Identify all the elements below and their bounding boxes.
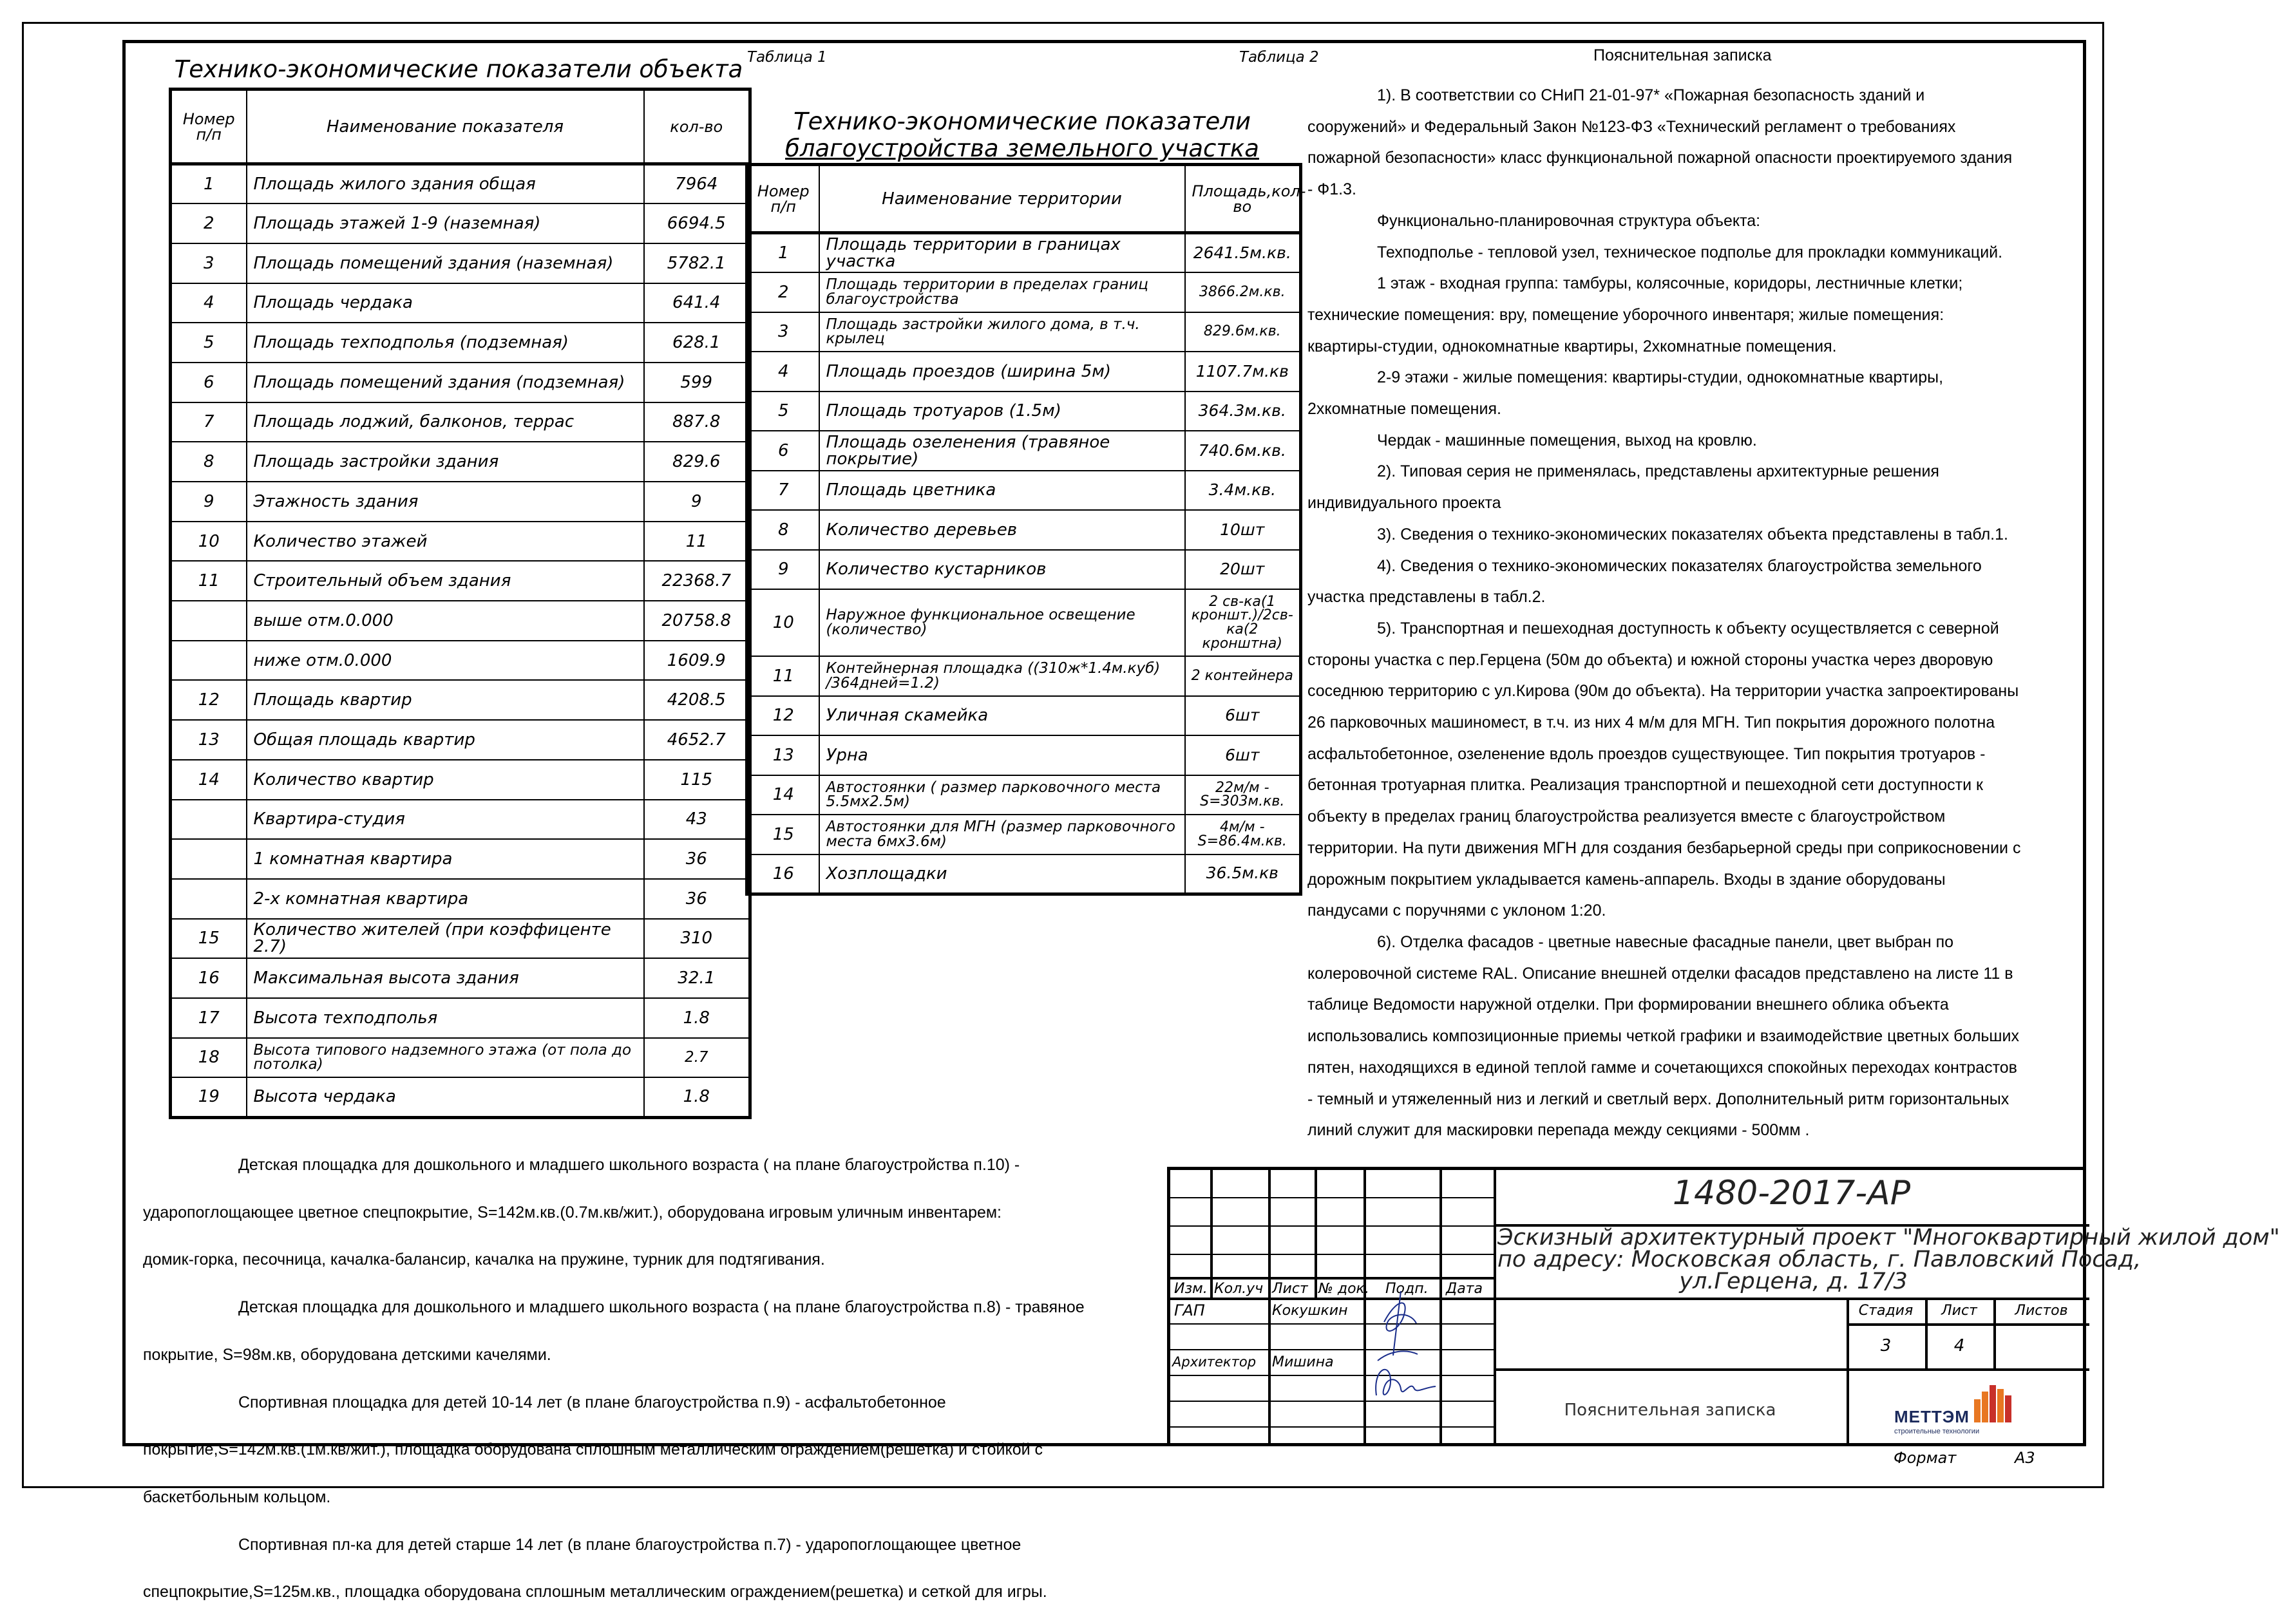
table-row: [747, 233, 1301, 273]
stage-label: Стадия: [1858, 1303, 1914, 1319]
row-number-cell: 13: [171, 720, 247, 760]
note-line: пожарной безопасности» класс функциональной пожарной опасности проектируемого здания: [1307, 149, 2013, 167]
row-number-cell: 9: [747, 550, 819, 590]
row-name-cell: Максимальная высота здания: [247, 958, 644, 998]
row-name-cell: Этажность здания: [247, 482, 644, 522]
table-row: [171, 720, 750, 760]
table-row: [171, 442, 750, 482]
row-value-cell: 10шт: [1185, 510, 1301, 550]
row-value-cell: 2 контейнера: [1185, 656, 1301, 696]
row-number-cell: 3: [747, 312, 819, 352]
logo-text: МЕТТЭМ: [1894, 1407, 1970, 1426]
note-line: территории. На пути движения МГН для создания безбарьерной среды при соприкосновении с: [1307, 838, 2021, 857]
table-row: [747, 815, 1301, 854]
note-line: соседнюю территорию с ул.Кирова (90м до объекта). На территории участка запроектированы: [1307, 682, 2019, 701]
note-line: технические помещения: вру, помещение уборочного инвентаря; жилые помещения:: [1307, 305, 1944, 324]
playground-notes-text: [143, 1133, 1167, 1624]
row-value-cell: 2 св-ка(1 кроншт.)/2св-ка(2 кронштна): [1185, 589, 1301, 656]
table-header-cell: Номер п/п: [747, 165, 819, 233]
table1: [169, 88, 752, 1119]
row-name-cell: Количество деревьев: [819, 510, 1185, 550]
row-value-cell: 599: [644, 363, 750, 402]
row-value-cell: 2641.5м.кв.: [1185, 233, 1301, 273]
row-name-cell: Площадь жилого здания общая: [247, 164, 644, 204]
note-line: 26 парковочных машиномест, в т.ч. из них 4 м/м для МГН. Тип покрытия дорожного полотна: [1307, 713, 1995, 732]
row-number-cell: [171, 839, 247, 879]
row-value-cell: 1107.7м.кв: [1185, 352, 1301, 392]
project-title-line3: ул.Герцена, д. 17/3: [1679, 1269, 1908, 1294]
row-number-cell: 7: [747, 471, 819, 511]
sheet-value: 4: [1953, 1336, 1965, 1355]
row-number-cell: 12: [747, 696, 819, 736]
row-number-cell: 1: [171, 164, 247, 204]
note-line: линий служит для маскировки перепада между секциями - 500мм .: [1307, 1121, 1810, 1140]
row-name-cell: Количество квартир: [247, 760, 644, 800]
table-row: [747, 735, 1301, 775]
row-name-cell: выше отм.0.000: [247, 601, 644, 641]
table1-title: Технико-экономические показатели объекта: [174, 55, 743, 83]
row-name-cell: Урна: [819, 735, 1185, 775]
row-value-cell: 364.3м.кв.: [1185, 392, 1301, 431]
table-row: [747, 696, 1301, 736]
row-name-cell: Площадь территории в границах участка: [819, 233, 1185, 273]
note-line: 4). Сведения о технико-экономических показателях благоустройства земельного: [1377, 556, 1982, 575]
row-value-cell: 740.6м.кв.: [1185, 431, 1301, 471]
row-name-cell: Высота техподполья: [247, 998, 644, 1038]
table2: [745, 163, 1306, 896]
table-row: [171, 919, 750, 959]
stamp-header-izm: Изм.: [1174, 1281, 1208, 1297]
table-row: [747, 431, 1301, 471]
stamp-role-architect: Архитектор: [1172, 1354, 1257, 1370]
table-row: [171, 1077, 750, 1117]
table-header-cell: Номер п/п: [171, 90, 247, 164]
row-number-cell: 15: [747, 815, 819, 854]
stamp-header-data: Дата: [1446, 1281, 1483, 1297]
row-value-cell: 4652.7: [644, 720, 750, 760]
table-row: [171, 839, 750, 879]
doc-code: 1480-2017-АР: [1672, 1174, 1911, 1213]
sheets-label: Листов: [2015, 1303, 2068, 1319]
table-header-cell: Наименование показателя: [247, 90, 644, 164]
row-number-cell: 4: [171, 283, 247, 323]
note-line: Спортивная площадка для детей 10-14 лет (в плане благоустройства п.9) - асфальтобетонное: [238, 1393, 946, 1412]
title-block: [1167, 1167, 2280, 1446]
table2-caption: Таблица 2: [1239, 49, 1319, 66]
note-line: 2хкомнатные помещения.: [1307, 400, 1501, 419]
note-line: - темный и утяжеленный низ и легкий и светлый верх. Дополнительный ритм горизонтальных: [1307, 1090, 2009, 1108]
row-number-cell: 1: [747, 233, 819, 273]
table-row: [747, 656, 1301, 696]
table-row: [171, 958, 750, 998]
row-number-cell: 16: [747, 854, 819, 894]
row-number-cell: 16: [171, 958, 247, 998]
row-value-cell: 20шт: [1185, 550, 1301, 590]
row-number-cell: 7: [171, 402, 247, 442]
row-name-cell: Площадь техподполья (подземная): [247, 323, 644, 363]
stamp-name-gap: Кокушкин: [1272, 1303, 1348, 1319]
row-number-cell: 11: [171, 561, 247, 601]
project-title-line2: по адресу: Московская область, г. Павловский Посад,: [1497, 1247, 2142, 1272]
row-number-cell: 12: [171, 680, 247, 720]
row-name-cell: Наружное функциональное освещение (количество): [819, 589, 1185, 656]
row-name-cell: Хозплощадки: [819, 854, 1185, 894]
table-row: [171, 323, 750, 363]
note-line: 2-9 этажи - жилые помещения: квартиры-студии, однокомнатные квартиры,: [1377, 368, 1944, 387]
table-row: [171, 561, 750, 601]
row-name-cell: 2-х комнатная квартира: [247, 879, 644, 919]
row-name-cell: Площадь помещений здания (подземная): [247, 363, 644, 402]
note-line: ударопоглощающее цветное спецпокрытие, S=142м.кв.(0.7м.кв/жит.), оборудована игровым уличным инвентарем:: [143, 1203, 1002, 1222]
note-line: индивидуального проекта: [1307, 494, 1501, 513]
row-number-cell: 5: [747, 392, 819, 431]
row-value-cell: 7964: [644, 164, 750, 204]
table-row: [171, 680, 750, 720]
note-line: баскетбольным кольцом.: [143, 1487, 331, 1506]
table-row: [171, 1038, 750, 1078]
format-value: А3: [2015, 1449, 2035, 1467]
format-label: Формат: [1894, 1449, 1957, 1467]
row-value-cell: 829.6: [644, 442, 750, 482]
row-number-cell: 9: [171, 482, 247, 522]
note-line: колеровочной системе RAL. Описание внешней отделки фасадов представлено на листе 11 в: [1307, 964, 2013, 983]
row-name-cell: Уличная скамейка: [819, 696, 1185, 736]
row-name-cell: Контейнерная площадка ((310ж*1.4м.куб) /364дней=1.2): [819, 656, 1185, 696]
sheet-label: Лист: [1941, 1303, 1977, 1319]
note-line: Спортивная пл-ка для детей старше 14 лет (в плане благоустройства п.7) - ударопоглощающее цветное: [238, 1535, 1021, 1554]
table-row: [747, 272, 1301, 312]
row-number-cell: 5: [171, 323, 247, 363]
note-line: 2). Типовая серия не применялась, представлены архитектурные решения: [1377, 462, 1939, 481]
stamp-header-list: Лист: [1272, 1281, 1308, 1297]
row-value-cell: 22368.7: [644, 561, 750, 601]
note-line: пандусами с поручнями с уклоном 1:20.: [1307, 902, 1606, 920]
row-number-cell: [171, 641, 247, 681]
note-line: квартиры-студии, однокомнатные квартиры, 2хкомнатные помещения.: [1307, 337, 1837, 355]
row-number-cell: [171, 601, 247, 641]
row-number-cell: 6: [747, 431, 819, 471]
stamp-header-doc: № док.: [1318, 1281, 1369, 1297]
table-row: [747, 775, 1301, 815]
row-name-cell: Площадь тротуаров (1.5м): [819, 392, 1185, 431]
explanatory-note-title: Пояснительная записка: [1593, 46, 1772, 64]
row-value-cell: 20758.8: [644, 601, 750, 641]
row-value-cell: 36.5м.кв: [1185, 854, 1301, 894]
note-line: пятен, находящихся в единой теплой гамме и сочетающихся спокойных переходах контрастов: [1307, 1058, 2017, 1077]
row-value-cell: 36: [644, 879, 750, 919]
row-number-cell: 14: [747, 775, 819, 815]
table-row: [747, 510, 1301, 550]
note-line: 5). Транспортная и пешеходная доступность к объекту осуществляется с северной: [1377, 619, 1999, 637]
row-number-cell: 6: [171, 363, 247, 402]
stage-value: 3: [1880, 1336, 1892, 1355]
project-title: [1497, 1225, 2280, 1294]
table-row: [747, 550, 1301, 590]
row-number-cell: 2: [747, 272, 819, 312]
row-number-cell: 19: [171, 1077, 247, 1117]
table1-caption: Таблица 1: [747, 49, 827, 66]
note-line: асфальтобетонное, озеленение вдоль проездов существующее. Тип покрытия тротуаров -: [1307, 744, 1986, 763]
row-number-cell: 3: [171, 243, 247, 283]
table-row: [747, 589, 1301, 656]
row-name-cell: Квартира-студия: [247, 800, 644, 840]
note-line: сооружений» и Федеральный Закон №123-ФЗ «Технический регламент о требованиях: [1307, 117, 1956, 136]
row-number-cell: 18: [171, 1038, 247, 1078]
row-number-cell: 15: [171, 919, 247, 959]
note-line: дорожным покрытием укладывается камень-аппарель. Входы в здание оборудованы: [1307, 870, 1946, 889]
row-value-cell: 6шт: [1185, 735, 1301, 775]
note-line: стороны участка с пер.Герцена (50м до объекта) и южной стороны участка через дворовую: [1307, 650, 1993, 669]
row-name-cell: Площадь застройки жилого дома, в т.ч. крылец: [819, 312, 1185, 352]
stamp-header-kol-uch: Кол.уч: [1214, 1281, 1264, 1297]
note-line: Чердак - машинные помещения, выход на кровлю.: [1377, 431, 1757, 449]
note-line: 1 этаж - входная группа: тамбуры, колясочные, коридоры, лестничные клетки;: [1377, 274, 1963, 293]
row-name-cell: Площадь чердака: [247, 283, 644, 323]
row-name-cell: Автостоянки для МГН (размер парковочного места 6мх3.6м): [819, 815, 1185, 854]
note-line: Техподполье - тепловой узел, техническое подполье для прокладки коммуникаций.: [1377, 243, 2003, 261]
row-value-cell: 22м/м - S=303м.кв.: [1185, 775, 1301, 815]
row-value-cell: 628.1: [644, 323, 750, 363]
table-row: [171, 760, 750, 800]
row-value-cell: 32.1: [644, 958, 750, 998]
project-title-line1: Эскизный архитектурный проект "Многоквартирный жилой дом": [1497, 1225, 2280, 1251]
row-value-cell: 1.8: [644, 998, 750, 1038]
table-row: [171, 482, 750, 522]
note-line: - Ф1.3.: [1307, 180, 1356, 199]
note-line: покрытие, S=98м.кв, оборудована детскими качелями.: [143, 1345, 551, 1364]
table-row: [747, 471, 1301, 511]
row-value-cell: 43: [644, 800, 750, 840]
table2-title-line2: благоустройства земельного участка: [785, 135, 1259, 162]
table-header-cell: Наименование территории: [819, 165, 1185, 233]
note-line: спецпокрытие,S=125м.кв., площадка оборудована сплошным металлическим ограждением(решетка) и сеткой для игры.: [143, 1583, 1047, 1601]
row-value-cell: 1609.9: [644, 641, 750, 681]
row-value-cell: 310: [644, 919, 750, 959]
row-name-cell: Площадь лоджий, балконов, террас: [247, 402, 644, 442]
note-line: Детская площадка для дошкольного и младшего школьного возраста ( на плане благоустройства п.8) - травяное: [238, 1298, 1085, 1317]
row-name-cell: Высота типового надземного этажа (от пола до потолка): [247, 1038, 644, 1078]
row-value-cell: 1.8: [644, 1077, 750, 1117]
note-line: использовались композиционные приемы четкой графики и взаимодействие цветных больших: [1307, 1027, 2019, 1046]
table-row: [171, 243, 750, 283]
note-line: объекту в пределах границ благоустройства реализуется вместе с благоустройством: [1307, 807, 1946, 826]
row-number-cell: 14: [171, 760, 247, 800]
table-row: [171, 601, 750, 641]
row-name-cell: Площадь цветника: [819, 471, 1185, 511]
row-value-cell: 9: [644, 482, 750, 522]
row-name-cell: Количество этажей: [247, 522, 644, 562]
row-name-cell: Высота чердака: [247, 1077, 644, 1117]
row-number-cell: 2: [171, 203, 247, 243]
row-name-cell: Строительный объем здания: [247, 561, 644, 601]
logo-subtext: строительные технологии: [1894, 1428, 1980, 1435]
table-header-row: [171, 90, 750, 164]
row-value-cell: 3.4м.кв.: [1185, 471, 1301, 511]
row-number-cell: 4: [747, 352, 819, 392]
row-name-cell: Количество кустарников: [819, 550, 1185, 590]
table-row: [171, 363, 750, 402]
row-number-cell: 13: [747, 735, 819, 775]
row-number-cell: [171, 879, 247, 919]
row-name-cell: Автостоянки ( размер парковочного места 5.5мх2.5м): [819, 775, 1185, 815]
row-number-cell: 10: [747, 589, 819, 656]
table-row: [747, 352, 1301, 392]
row-name-cell: Площадь помещений здания (наземная): [247, 243, 644, 283]
table-row: [747, 854, 1301, 894]
stamp-role-gap: ГАП: [1174, 1301, 1205, 1319]
row-value-cell: 641.4: [644, 283, 750, 323]
row-number-cell: 17: [171, 998, 247, 1038]
row-value-cell: 115: [644, 760, 750, 800]
row-value-cell: 887.8: [644, 402, 750, 442]
table-header-cell: Площадь,кол-во: [1185, 165, 1301, 233]
table-row: [171, 522, 750, 562]
row-name-cell: ниже отм.0.000: [247, 641, 644, 681]
row-value-cell: 4м/м - S=86.4м.кв.: [1185, 815, 1301, 854]
note-line: Функционально-планировочная структура объекта:: [1377, 211, 1761, 230]
row-value-cell: 5782.1: [644, 243, 750, 283]
note-line: 6). Отделка фасадов - цветные навесные фасадные панели, цвет выбран по: [1377, 932, 1954, 951]
row-number-cell: [171, 800, 247, 840]
table-header-cell: кол-во: [644, 90, 750, 164]
row-name-cell: Площадь квартир: [247, 680, 644, 720]
signature-icon: [1365, 1285, 1439, 1407]
table-header-row: [747, 165, 1301, 233]
row-name-cell: Площадь проездов (ширина 5м): [819, 352, 1185, 392]
row-number-cell: 8: [171, 442, 247, 482]
row-name-cell: Площадь этажей 1-9 (наземная): [247, 203, 644, 243]
row-name-cell: Общая площадь квартир: [247, 720, 644, 760]
table-row: [171, 164, 750, 204]
row-name-cell: Площадь территории в пределах границ благоустройства: [819, 272, 1185, 312]
table-row: [171, 800, 750, 840]
row-name-cell: Площадь застройки здания: [247, 442, 644, 482]
row-value-cell: 6694.5: [644, 203, 750, 243]
row-name-cell: Количество жителей (при коэффиценте 2.7): [247, 919, 644, 959]
note-line: участка представлены в табл.2.: [1307, 588, 1546, 607]
row-number-cell: 8: [747, 510, 819, 550]
row-name-cell: Площадь озеленения (травяное покрытие): [819, 431, 1185, 471]
note-line: бетонная тротуарная плитка. Реализация транспортной и пешеходной сети доступности к: [1307, 776, 1983, 795]
table-row: [171, 402, 750, 442]
sheet-title: Пояснительная записка: [1564, 1401, 1776, 1420]
company-logo: [1894, 1380, 2042, 1444]
table-row: [747, 392, 1301, 431]
note-line: Детская площадка для дошкольного и младшего школьного возраста ( на плане благоустройства п.10) -: [238, 1156, 1020, 1174]
logo-bars-icon: [1973, 1380, 2018, 1422]
table-row: [171, 998, 750, 1038]
row-value-cell: 829.6м.кв.: [1185, 312, 1301, 352]
row-value-cell: 36: [644, 839, 750, 879]
row-name-cell: 1 комнатная квартира: [247, 839, 644, 879]
table-row: [747, 312, 1301, 352]
table-row: [171, 641, 750, 681]
row-value-cell: 6шт: [1185, 696, 1301, 736]
note-line: 3). Сведения о технико-экономических показателях объекта представлены в табл.1.: [1377, 525, 2008, 543]
row-value-cell: 2.7: [644, 1038, 750, 1078]
table-row: [171, 203, 750, 243]
stamp-header-podp: Подп.: [1385, 1281, 1429, 1297]
row-value-cell: 11: [644, 522, 750, 562]
table2-title-line1: Технико-экономические показатели: [793, 108, 1251, 135]
row-number-cell: 11: [747, 656, 819, 696]
row-value-cell: 3866.2м.кв.: [1185, 272, 1301, 312]
explanatory-note-text: [1307, 80, 2080, 1146]
row-number-cell: 10: [171, 522, 247, 562]
note-line: домик-горка, песочница, качалка-балансир, качалка на пружине, турник для подтягивания.: [143, 1251, 825, 1269]
table2-title: [745, 108, 1299, 162]
note-line: покрытие,S=142м.кв.(1м.кв/жит.), площадка оборудована сплошным металлическим ограждением(решетка) и стойкой с: [143, 1440, 1043, 1459]
note-line: таблице Ведомости наружной отделки. При формировании внешнего облика объекта: [1307, 996, 1949, 1014]
table-row: [171, 283, 750, 323]
stamp-name-architect: Мишина: [1272, 1354, 1334, 1370]
row-value-cell: 4208.5: [644, 680, 750, 720]
note-line: 1). В соответствии со СНиП 21-01-97* «Пожарная безопасность зданий и: [1377, 86, 1925, 104]
table-row: [171, 879, 750, 919]
